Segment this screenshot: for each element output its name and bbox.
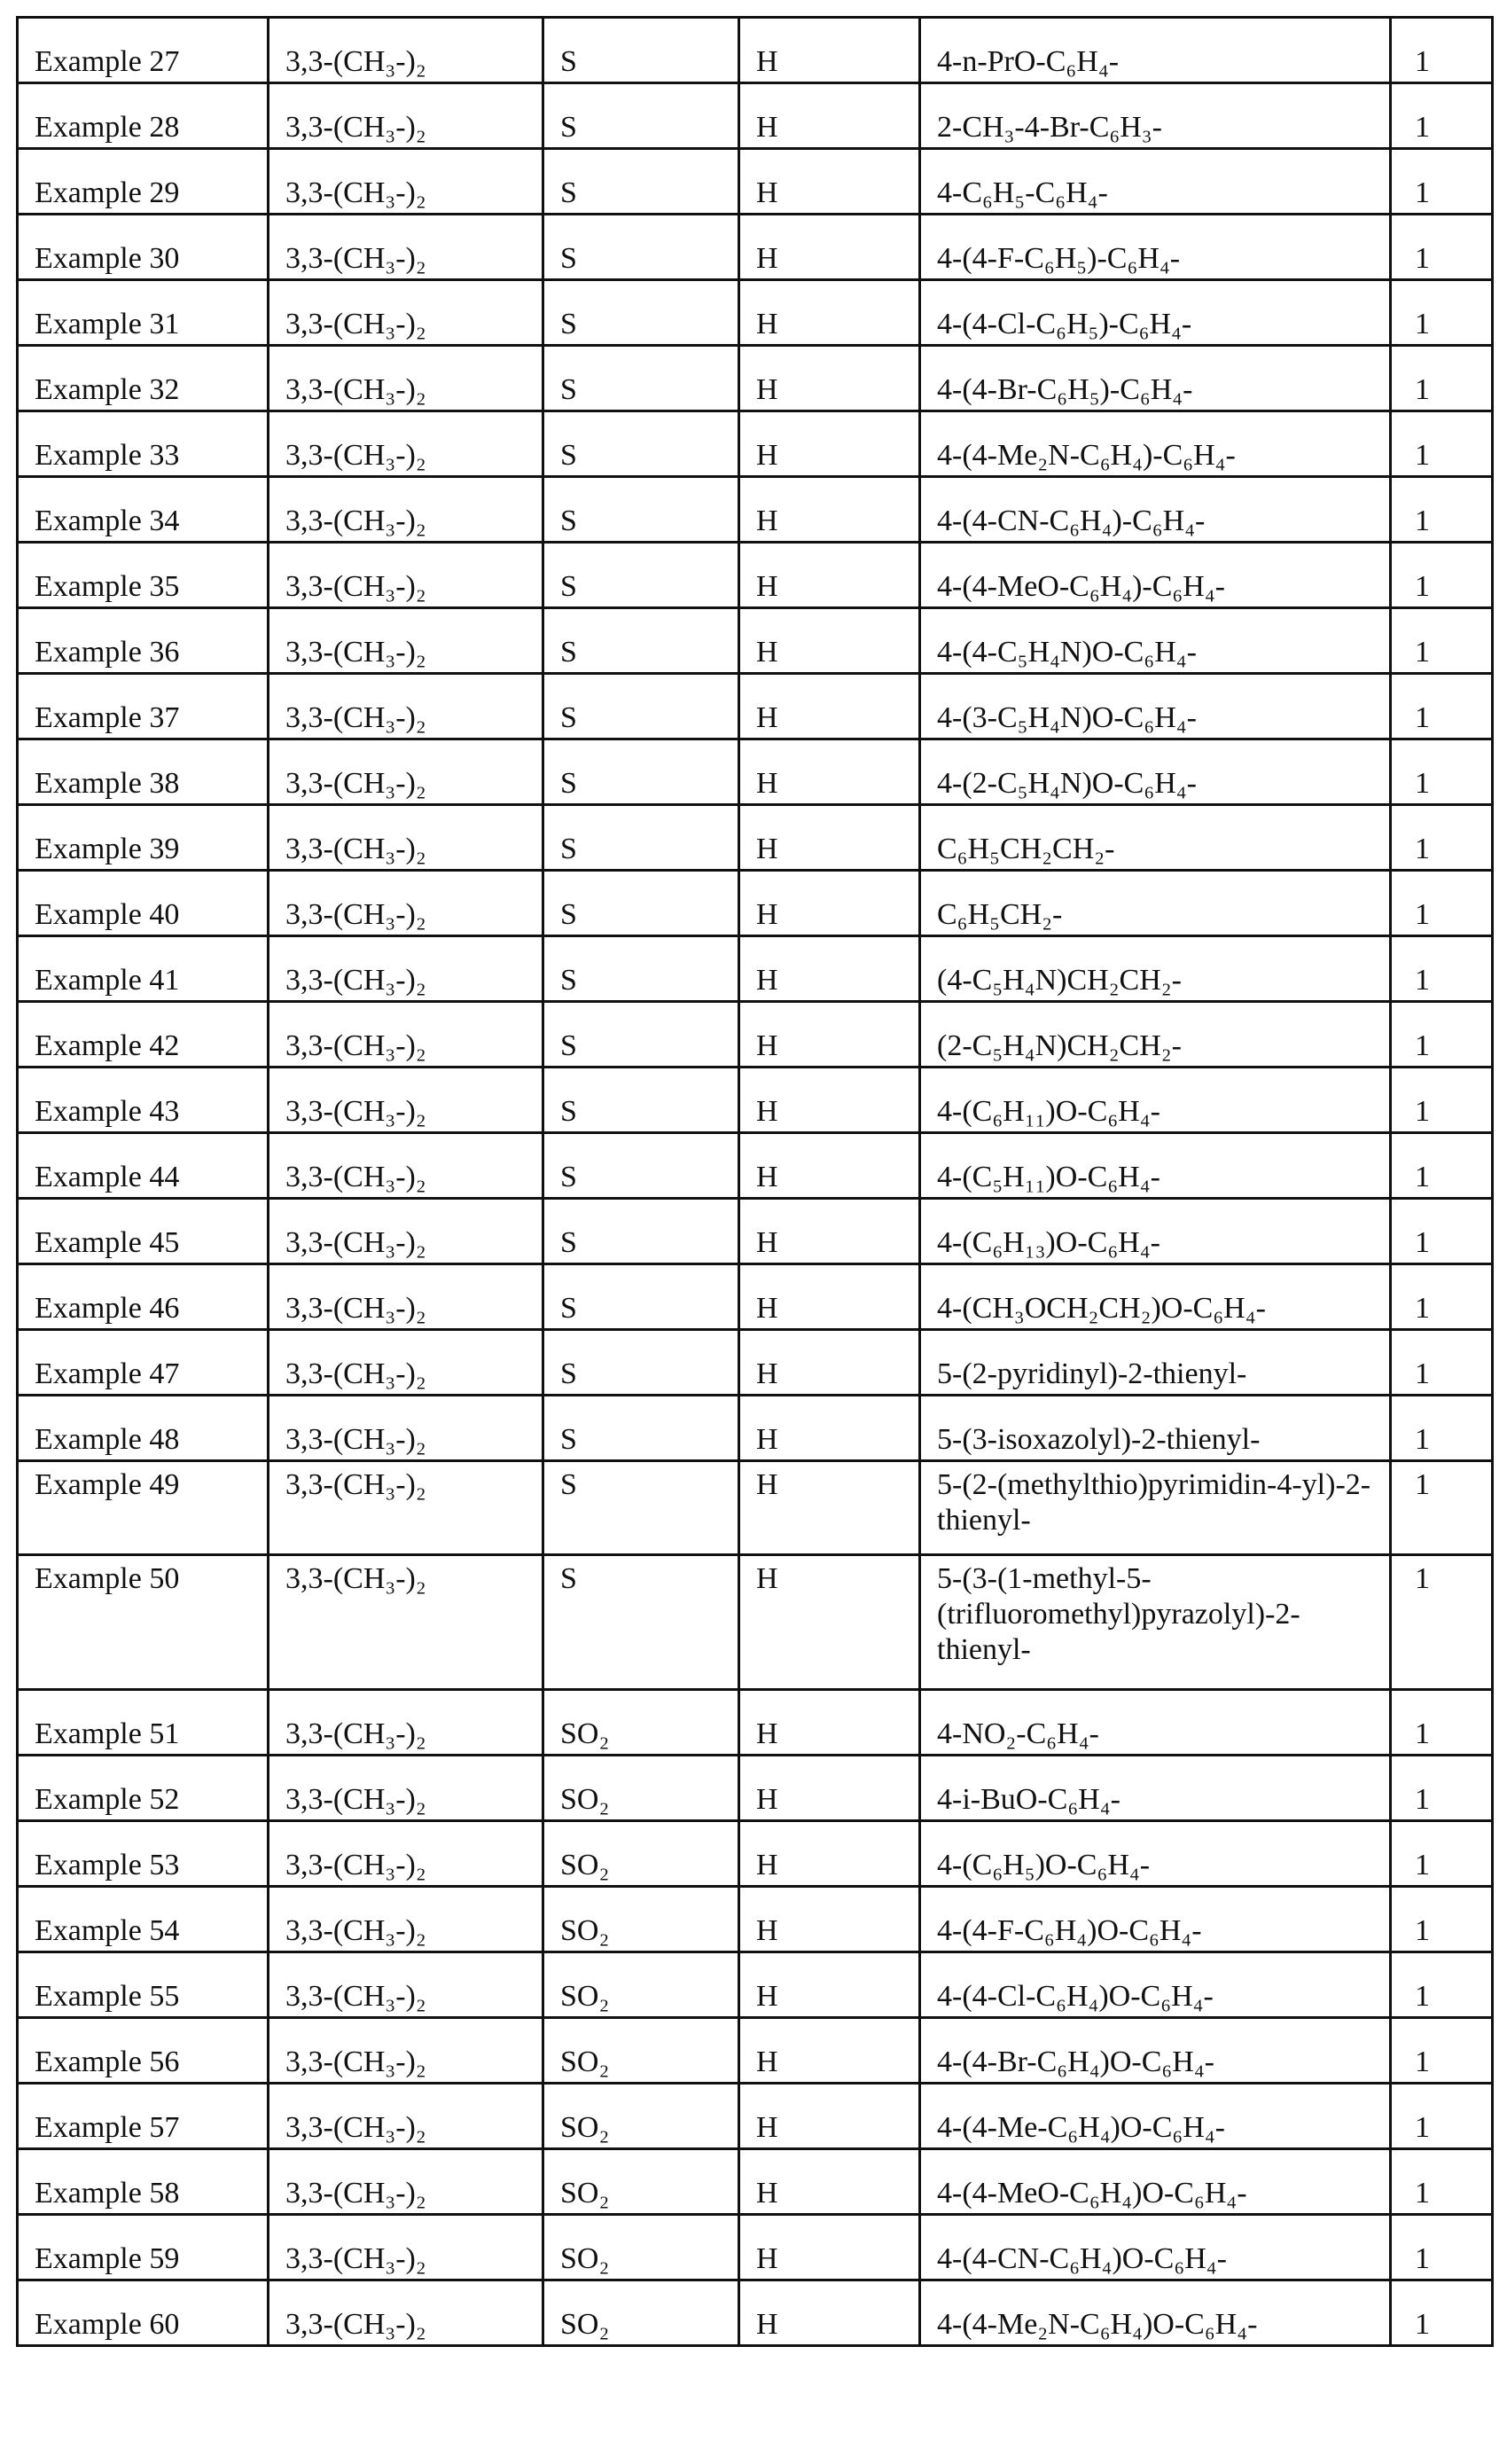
substituent-cell: 3,3-(CH₃-)₂ [269, 2084, 543, 2149]
table-row [18, 2018, 1493, 2084]
substituent-cell: 3,3-(CH₃-)₂ [269, 83, 543, 149]
substituent-cell: 3,3-(CH₃-)₂ [269, 215, 543, 280]
example-cell: Example 42 [18, 1002, 269, 1068]
x-group-cell: SO₂ [543, 1690, 739, 1756]
table-row [18, 1133, 1493, 1199]
substituent-cell: 3,3-(CH₃-)₂ [269, 1821, 543, 1887]
table-row [18, 608, 1493, 674]
aryl-group-cell: 4-(4-F-C₆H₄)O-C₆H₄- [920, 1887, 1391, 1952]
aryl-group-cell: (2-C₅H₄N)CH₂CH₂- [920, 1002, 1391, 1068]
x-group-cell: S [543, 1396, 739, 1461]
example-cell: Example 48 [18, 1396, 269, 1461]
n-value-cell: 1 [1391, 1133, 1493, 1199]
x-group-cell: S [543, 674, 739, 739]
r-group-cell: H [739, 1952, 920, 2018]
substituent-cell: 3,3-(CH₃-)₂ [269, 1756, 543, 1821]
n-value-cell: 1 [1391, 2084, 1493, 2149]
n-value-cell: 1 [1391, 83, 1493, 149]
example-cell: Example 55 [18, 1952, 269, 2018]
table-row [18, 2280, 1493, 2346]
substituent-cell: 3,3-(CH₃-)₂ [269, 477, 543, 543]
substituent-cell: 3,3-(CH₃-)₂ [269, 2215, 543, 2280]
x-group-cell: S [543, 1330, 739, 1396]
examples-table [16, 16, 1494, 2347]
n-value-cell: 1 [1391, 1887, 1493, 1952]
table-row [18, 346, 1493, 411]
n-value-cell: 1 [1391, 871, 1493, 936]
r-group-cell: H [739, 2280, 920, 2346]
substituent-cell: 3,3-(CH₃-)₂ [269, 1952, 543, 2018]
n-value-cell: 1 [1391, 1330, 1493, 1396]
r-group-cell: H [739, 1330, 920, 1396]
n-value-cell: 1 [1391, 739, 1493, 805]
n-value-cell: 1 [1391, 1555, 1493, 1690]
r-group-cell: H [739, 674, 920, 739]
aryl-group-cell: 2-CH₃-4-Br-C₆H₃- [920, 83, 1391, 149]
table-row [18, 83, 1493, 149]
n-value-cell: 1 [1391, 18, 1493, 83]
aryl-group-cell: 5-(3-(1-methyl-5-(trifluoromethyl)pyrazolyl)-2-thienyl- [920, 1555, 1391, 1690]
example-cell: Example 41 [18, 936, 269, 1002]
table-row [18, 674, 1493, 739]
n-value-cell: 1 [1391, 280, 1493, 346]
aryl-group-cell: 4-(4-Cl-C₆H₄)O-C₆H₄- [920, 1952, 1391, 2018]
table-row [18, 2215, 1493, 2280]
example-cell: Example 50 [18, 1555, 269, 1690]
x-group-cell: S [543, 543, 739, 608]
substituent-cell: 3,3-(CH₃-)₂ [269, 739, 543, 805]
x-group-cell: S [543, 280, 739, 346]
r-group-cell: H [739, 871, 920, 936]
x-group-cell: S [543, 739, 739, 805]
r-group-cell: H [739, 2215, 920, 2280]
aryl-group-cell: 4-(4-F-C₆H₅)-C₆H₄- [920, 215, 1391, 280]
substituent-cell: 3,3-(CH₃-)₂ [269, 1002, 543, 1068]
n-value-cell: 1 [1391, 2018, 1493, 2084]
table-row [18, 543, 1493, 608]
r-group-cell: H [739, 1002, 920, 1068]
n-value-cell: 1 [1391, 477, 1493, 543]
r-group-cell: H [739, 1821, 920, 1887]
substituent-cell: 3,3-(CH₃-)₂ [269, 346, 543, 411]
r-group-cell: H [739, 739, 920, 805]
table-row [18, 1756, 1493, 1821]
r-group-cell: H [739, 83, 920, 149]
substituent-cell: 3,3-(CH₃-)₂ [269, 1068, 543, 1133]
r-group-cell: H [739, 280, 920, 346]
substituent-cell: 3,3-(CH₃-)₂ [269, 2280, 543, 2346]
x-group-cell: SO₂ [543, 1821, 739, 1887]
aryl-group-cell: 4-(CH₃OCH₂CH₂)O-C₆H₄- [920, 1264, 1391, 1330]
table-row [18, 280, 1493, 346]
substituent-cell: 3,3-(CH₃-)₂ [269, 1133, 543, 1199]
substituent-cell: 3,3-(CH₃-)₂ [269, 149, 543, 215]
aryl-group-cell: 5-(2-pyridinyl)-2-thienyl- [920, 1330, 1391, 1396]
aryl-group-cell: 4-(C₆H₅)O-C₆H₄- [920, 1821, 1391, 1887]
substituent-cell: 3,3-(CH₃-)₂ [269, 280, 543, 346]
example-cell: Example 59 [18, 2215, 269, 2280]
table-row [18, 1952, 1493, 2018]
table-row [18, 411, 1493, 477]
substituent-cell: 3,3-(CH₃-)₂ [269, 674, 543, 739]
example-cell: Example 32 [18, 346, 269, 411]
r-group-cell: H [739, 1199, 920, 1264]
table-row [18, 1461, 1493, 1555]
substituent-cell: 3,3-(CH₃-)₂ [269, 411, 543, 477]
table-row [18, 1555, 1493, 1690]
example-cell: Example 54 [18, 1887, 269, 1952]
r-group-cell: H [739, 18, 920, 83]
substituent-cell: 3,3-(CH₃-)₂ [269, 2149, 543, 2215]
example-cell: Example 37 [18, 674, 269, 739]
n-value-cell: 1 [1391, 1396, 1493, 1461]
aryl-group-cell: 4-(4-Me₂N-C₆H₄)O-C₆H₄- [920, 2280, 1391, 2346]
table-row [18, 2149, 1493, 2215]
r-group-cell: H [739, 411, 920, 477]
example-cell: Example 58 [18, 2149, 269, 2215]
x-group-cell: S [543, 936, 739, 1002]
x-group-cell: S [543, 1199, 739, 1264]
aryl-group-cell: 4-(4-Br-C₆H₅)-C₆H₄- [920, 346, 1391, 411]
example-cell: Example 34 [18, 477, 269, 543]
table-row [18, 477, 1493, 543]
example-cell: Example 47 [18, 1330, 269, 1396]
example-cell: Example 36 [18, 608, 269, 674]
r-group-cell: H [739, 346, 920, 411]
r-group-cell: H [739, 2084, 920, 2149]
table-row [18, 936, 1493, 1002]
example-cell: Example 33 [18, 411, 269, 477]
table-row [18, 1264, 1493, 1330]
x-group-cell: S [543, 346, 739, 411]
table-row [18, 1821, 1493, 1887]
r-group-cell: H [739, 2149, 920, 2215]
aryl-group-cell: 4-i-BuO-C₆H₄- [920, 1756, 1391, 1821]
n-value-cell: 1 [1391, 1264, 1493, 1330]
r-group-cell: H [739, 1555, 920, 1690]
example-cell: Example 29 [18, 149, 269, 215]
n-value-cell: 1 [1391, 346, 1493, 411]
x-group-cell: S [543, 18, 739, 83]
aryl-group-cell: C₆H₅CH₂CH₂- [920, 805, 1391, 871]
example-cell: Example 39 [18, 805, 269, 871]
r-group-cell: H [739, 1396, 920, 1461]
x-group-cell: S [543, 411, 739, 477]
table-row [18, 805, 1493, 871]
table-row [18, 1330, 1493, 1396]
aryl-group-cell: 5-(2-(methylthio)pyrimidin-4-yl)-2-thienyl- [920, 1461, 1391, 1555]
table-row [18, 1887, 1493, 1952]
n-value-cell: 1 [1391, 215, 1493, 280]
substituent-cell: 3,3-(CH₃-)₂ [269, 608, 543, 674]
aryl-group-cell: 4-NO₂-C₆H₄- [920, 1690, 1391, 1756]
x-group-cell: SO₂ [543, 2084, 739, 2149]
r-group-cell: H [739, 608, 920, 674]
substituent-cell: 3,3-(CH₃-)₂ [269, 871, 543, 936]
n-value-cell: 1 [1391, 2215, 1493, 2280]
n-value-cell: 1 [1391, 608, 1493, 674]
example-cell: Example 57 [18, 2084, 269, 2149]
table-row [18, 871, 1493, 936]
x-group-cell: SO₂ [543, 1756, 739, 1821]
n-value-cell: 1 [1391, 1461, 1493, 1555]
example-cell: Example 40 [18, 871, 269, 936]
substituent-cell: 3,3-(CH₃-)₂ [269, 936, 543, 1002]
n-value-cell: 1 [1391, 149, 1493, 215]
x-group-cell: SO₂ [543, 2215, 739, 2280]
example-cell: Example 49 [18, 1461, 269, 1555]
substituent-cell: 3,3-(CH₃-)₂ [269, 1887, 543, 1952]
table-row [18, 215, 1493, 280]
aryl-group-cell: 4-(4-CN-C₆H₄)-C₆H₄- [920, 477, 1391, 543]
examples-table-body [18, 18, 1493, 2346]
aryl-group-cell: 4-(4-Me₂N-C₆H₄)-C₆H₄- [920, 411, 1391, 477]
table-row [18, 1199, 1493, 1264]
substituent-cell: 3,3-(CH₃-)₂ [269, 1461, 543, 1555]
substituent-cell: 3,3-(CH₃-)₂ [269, 1396, 543, 1461]
example-cell: Example 52 [18, 1756, 269, 1821]
n-value-cell: 1 [1391, 805, 1493, 871]
aryl-group-cell: 4-(C₅H₁₁)O-C₆H₄- [920, 1133, 1391, 1199]
n-value-cell: 1 [1391, 1690, 1493, 1756]
table-row [18, 739, 1493, 805]
n-value-cell: 1 [1391, 2280, 1493, 2346]
r-group-cell: H [739, 1887, 920, 1952]
r-group-cell: H [739, 1068, 920, 1133]
r-group-cell: H [739, 805, 920, 871]
substituent-cell: 3,3-(CH₃-)₂ [269, 805, 543, 871]
aryl-group-cell: 4-(4-CN-C₆H₄)O-C₆H₄- [920, 2215, 1391, 2280]
example-cell: Example 28 [18, 83, 269, 149]
x-group-cell: S [543, 805, 739, 871]
r-group-cell: H [739, 2018, 920, 2084]
substituent-cell: 3,3-(CH₃-)₂ [269, 2018, 543, 2084]
n-value-cell: 1 [1391, 543, 1493, 608]
table-row [18, 149, 1493, 215]
x-group-cell: SO₂ [543, 1887, 739, 1952]
r-group-cell: H [739, 149, 920, 215]
aryl-group-cell: 4-(2-C₅H₄N)O-C₆H₄- [920, 739, 1391, 805]
example-cell: Example 27 [18, 18, 269, 83]
x-group-cell: SO₂ [543, 2018, 739, 2084]
r-group-cell: H [739, 1756, 920, 1821]
aryl-group-cell: C₆H₅CH₂- [920, 871, 1391, 936]
r-group-cell: H [739, 477, 920, 543]
n-value-cell: 1 [1391, 1068, 1493, 1133]
table-row [18, 1068, 1493, 1133]
x-group-cell: S [543, 215, 739, 280]
aryl-group-cell: 4-(4-Me-C₆H₄)O-C₆H₄- [920, 2084, 1391, 2149]
r-group-cell: H [739, 543, 920, 608]
aryl-group-cell: 5-(3-isoxazolyl)-2-thienyl- [920, 1396, 1391, 1461]
n-value-cell: 1 [1391, 1821, 1493, 1887]
x-group-cell: S [543, 477, 739, 543]
x-group-cell: S [543, 149, 739, 215]
aryl-group-cell: 4-(4-Br-C₆H₄)O-C₆H₄- [920, 2018, 1391, 2084]
aryl-group-cell: 4-(C₆H₁₁)O-C₆H₄- [920, 1068, 1391, 1133]
table-row [18, 1396, 1493, 1461]
r-group-cell: H [739, 215, 920, 280]
r-group-cell: H [739, 1461, 920, 1555]
table-row [18, 2084, 1493, 2149]
substituent-cell: 3,3-(CH₃-)₂ [269, 1330, 543, 1396]
n-value-cell: 1 [1391, 2149, 1493, 2215]
r-group-cell: H [739, 936, 920, 1002]
table-row [18, 18, 1493, 83]
example-cell: Example 56 [18, 2018, 269, 2084]
example-cell: Example 46 [18, 1264, 269, 1330]
example-cell: Example 51 [18, 1690, 269, 1756]
aryl-group-cell: 4-(4-C₅H₄N)O-C₆H₄- [920, 608, 1391, 674]
aryl-group-cell: 4-n-PrO-C₆H₄- [920, 18, 1391, 83]
x-group-cell: S [543, 1461, 739, 1555]
aryl-group-cell: 4-(4-MeO-C₆H₄)-C₆H₄- [920, 543, 1391, 608]
substituent-cell: 3,3-(CH₃-)₂ [269, 1690, 543, 1756]
x-group-cell: S [543, 1002, 739, 1068]
example-cell: Example 31 [18, 280, 269, 346]
x-group-cell: S [543, 1264, 739, 1330]
aryl-group-cell: (4-C₅H₄N)CH₂CH₂- [920, 936, 1391, 1002]
n-value-cell: 1 [1391, 1756, 1493, 1821]
x-group-cell: S [543, 1133, 739, 1199]
table-row [18, 1690, 1493, 1756]
substituent-cell: 3,3-(CH₃-)₂ [269, 1555, 543, 1690]
example-cell: Example 60 [18, 2280, 269, 2346]
substituent-cell: 3,3-(CH₃-)₂ [269, 1264, 543, 1330]
n-value-cell: 1 [1391, 1002, 1493, 1068]
r-group-cell: H [739, 1133, 920, 1199]
aryl-group-cell: 4-(4-MeO-C₆H₄)O-C₆H₄- [920, 2149, 1391, 2215]
n-value-cell: 1 [1391, 936, 1493, 1002]
x-group-cell: SO₂ [543, 2149, 739, 2215]
x-group-cell: S [543, 608, 739, 674]
x-group-cell: SO₂ [543, 1952, 739, 2018]
substituent-cell: 3,3-(CH₃-)₂ [269, 1199, 543, 1264]
n-value-cell: 1 [1391, 411, 1493, 477]
substituent-cell: 3,3-(CH₃-)₂ [269, 18, 543, 83]
aryl-group-cell: 4-(3-C₅H₄N)O-C₆H₄- [920, 674, 1391, 739]
example-cell: Example 38 [18, 739, 269, 805]
n-value-cell: 1 [1391, 1199, 1493, 1264]
aryl-group-cell: 4-(4-Cl-C₆H₅)-C₆H₄- [920, 280, 1391, 346]
example-cell: Example 44 [18, 1133, 269, 1199]
example-cell: Example 53 [18, 1821, 269, 1887]
n-value-cell: 1 [1391, 1952, 1493, 2018]
example-cell: Example 30 [18, 215, 269, 280]
substituent-cell: 3,3-(CH₃-)₂ [269, 543, 543, 608]
n-value-cell: 1 [1391, 674, 1493, 739]
x-group-cell: S [543, 1068, 739, 1133]
x-group-cell: S [543, 83, 739, 149]
r-group-cell: H [739, 1264, 920, 1330]
example-cell: Example 43 [18, 1068, 269, 1133]
example-cell: Example 35 [18, 543, 269, 608]
table-row [18, 1002, 1493, 1068]
x-group-cell: S [543, 871, 739, 936]
x-group-cell: SO₂ [543, 2280, 739, 2346]
aryl-group-cell: 4-(C₆H₁₃)O-C₆H₄- [920, 1199, 1391, 1264]
x-group-cell: S [543, 1555, 739, 1690]
example-cell: Example 45 [18, 1199, 269, 1264]
aryl-group-cell: 4-C₆H₅-C₆H₄- [920, 149, 1391, 215]
r-group-cell: H [739, 1690, 920, 1756]
